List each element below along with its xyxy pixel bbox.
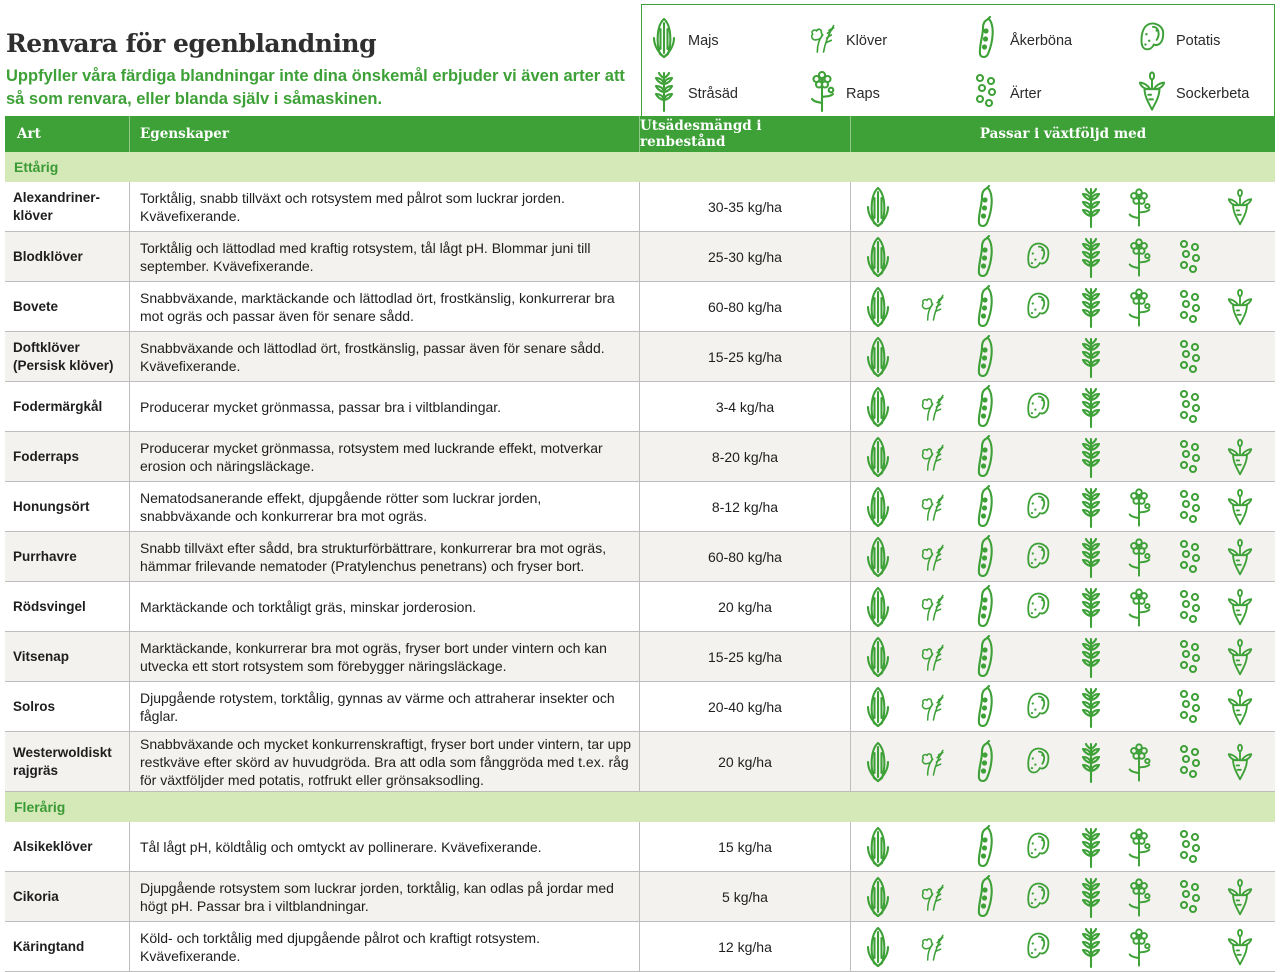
- potato-icon: [1138, 16, 1166, 65]
- potato-icon: [1025, 875, 1051, 919]
- legend-label: Klöver: [846, 32, 888, 49]
- peas-icon: [972, 69, 1000, 118]
- cell-egenskaper: Producerar mycket grönmassa, passar bra i viltblandingar.: [130, 382, 640, 431]
- cell-art: Honungsört: [5, 482, 130, 531]
- cell-art: Purrhavre: [5, 532, 130, 581]
- cell-egenskaper: Tål lågt pH, köldtålig och omtyckt av pollinerare. Kvävefixerande.: [130, 822, 640, 871]
- rapeseed-flower-icon: [808, 69, 836, 118]
- table-row: [5, 682, 1275, 732]
- grain-icon: [1078, 825, 1104, 869]
- sugar-beet-icon: [1227, 740, 1253, 784]
- clover-icon: [919, 535, 945, 579]
- cell-passar: [851, 922, 1275, 971]
- peas-icon: [1177, 875, 1203, 919]
- cell-passar: [851, 872, 1275, 921]
- grain-icon: [1078, 925, 1104, 969]
- grain-icon: [1078, 875, 1104, 919]
- grain-icon: [1078, 335, 1104, 379]
- cell-egenskaper: Marktäckande, konkurrerar bra mot ogräs, fryser bort under vintern och kan utvecka ett stort rotsystem som förebygger näringsläckage.: [130, 632, 640, 681]
- grain-icon: [650, 69, 678, 118]
- clover-icon: [919, 740, 945, 784]
- seed-table: [5, 116, 1275, 972]
- table-row: [5, 732, 1275, 792]
- bean-pod-icon: [972, 435, 998, 479]
- corn-icon: [865, 385, 891, 429]
- corn-icon: [865, 740, 891, 784]
- cell-passar: [851, 282, 1275, 331]
- clover-icon: [808, 16, 836, 65]
- clover-icon: [919, 485, 945, 529]
- potato-icon: [1025, 485, 1051, 529]
- peas-icon: [1177, 740, 1203, 784]
- bean-pod-icon: [972, 825, 998, 869]
- cell-egenskaper: Djupgående rotsystem som luckrar jorden, torktålig, kan odlas på jordar med högt pH. Passar bra i viltblandningar.: [130, 872, 640, 921]
- peas-icon: [1177, 285, 1203, 329]
- grain-icon: [1078, 285, 1104, 329]
- table-row: [5, 432, 1275, 482]
- rapeseed-flower-icon: [1126, 535, 1152, 579]
- rapeseed-flower-icon: [1126, 285, 1152, 329]
- cell-utsade: 15 kg/ha: [640, 822, 851, 871]
- legend-item-potatis: [1138, 16, 1220, 65]
- grain-icon: [1078, 740, 1104, 784]
- cell-egenskaper: Snabb tillväxt efter sådd, bra strukturförbättrare, konkurrerar bra mot ogräs, hämmar frilevande nematoder (Pratylenchus penetrans) och fryser bort.: [130, 532, 640, 581]
- table-row: [5, 482, 1275, 532]
- grain-icon: [1078, 485, 1104, 529]
- table-row: [5, 382, 1275, 432]
- clover-icon: [919, 285, 945, 329]
- cell-art: Bovete: [5, 282, 130, 331]
- table-row: [5, 232, 1275, 282]
- cell-egenskaper: Producerar mycket grönmassa, rotsystem med luckrande effekt, motverkar erosion och näringsläckage.: [130, 432, 640, 481]
- cell-passar: [851, 632, 1275, 681]
- rapeseed-flower-icon: [1126, 925, 1152, 969]
- potato-icon: [1025, 235, 1051, 279]
- peas-icon: [1177, 685, 1203, 729]
- cell-utsade: 20-40 kg/ha: [640, 682, 851, 731]
- legend-item-arter: [972, 69, 1041, 118]
- grain-icon: [1078, 235, 1104, 279]
- cell-utsade: 15-25 kg/ha: [640, 332, 851, 381]
- clover-icon: [919, 685, 945, 729]
- cell-egenskaper: Snabbväxande och mycket konkurrenskraftigt, fryser bort under vintern, tar upp restkväve efter skörd av huvudgröda. Bra att odla som fånggröda med t.ex. råg för växtföljder med potatis, rotfrukt eller grönsaksodling.: [130, 732, 640, 791]
- potato-icon: [1025, 925, 1051, 969]
- potato-icon: [1025, 385, 1051, 429]
- peas-icon: [1177, 385, 1203, 429]
- cell-art: Blodklöver: [5, 232, 130, 281]
- rapeseed-flower-icon: [1126, 825, 1152, 869]
- sugar-beet-icon: [1227, 285, 1253, 329]
- potato-icon: [1025, 585, 1051, 629]
- bean-pod-icon: [972, 875, 998, 919]
- cell-utsade: 20 kg/ha: [640, 732, 851, 791]
- legend-label: Raps: [846, 85, 880, 102]
- sugar-beet-icon: [1227, 685, 1253, 729]
- bean-pod-icon: [972, 685, 998, 729]
- rapeseed-flower-icon: [1126, 585, 1152, 629]
- cell-art: Käringtand: [5, 922, 130, 971]
- corn-icon: [865, 535, 891, 579]
- cell-utsade: 12 kg/ha: [640, 922, 851, 971]
- bean-pod-icon: [972, 485, 998, 529]
- table-row: [5, 282, 1275, 332]
- cell-art: Foderraps: [5, 432, 130, 481]
- corn-icon: [865, 485, 891, 529]
- legend-item-majs: [650, 16, 719, 65]
- peas-icon: [1177, 535, 1203, 579]
- cell-utsade: 20 kg/ha: [640, 582, 851, 631]
- corn-icon: [865, 685, 891, 729]
- cell-utsade: 5 kg/ha: [640, 872, 851, 921]
- table-row: [5, 822, 1275, 872]
- corn-icon: [865, 825, 891, 869]
- legend-item-strasad: [650, 69, 738, 118]
- cell-art: Vitsenap: [5, 632, 130, 681]
- table-row: [5, 872, 1275, 922]
- cell-art: Westerwoldiskt rajgräs: [5, 732, 130, 791]
- corn-icon: [865, 875, 891, 919]
- table-body: [5, 152, 1275, 972]
- rapeseed-flower-icon: [1126, 740, 1152, 784]
- clover-icon: [919, 635, 945, 679]
- cell-art: Fodermärgkål: [5, 382, 130, 431]
- bean-pod-icon: [972, 185, 998, 229]
- table-row: [5, 332, 1275, 382]
- bean-pod-icon: [972, 335, 998, 379]
- header-passar: Passar i växtföljd med: [979, 126, 1147, 142]
- peas-icon: [1177, 485, 1203, 529]
- peas-icon: [1177, 235, 1203, 279]
- header-egenskaper: Egenskaper: [130, 116, 640, 152]
- legend-item-akerbona: [972, 16, 1072, 65]
- sugar-beet-icon: [1227, 485, 1253, 529]
- cell-utsade: 25-30 kg/ha: [640, 232, 851, 281]
- bean-pod-icon: [972, 285, 998, 329]
- cell-passar: [851, 822, 1275, 871]
- clover-icon: [919, 385, 945, 429]
- potato-icon: [1025, 685, 1051, 729]
- bean-pod-icon: [972, 635, 998, 679]
- legend-item-sockerbeta: [1138, 69, 1249, 118]
- crop-legend: [641, 4, 1275, 116]
- grain-icon: [1078, 585, 1104, 629]
- cell-utsade: 3-4 kg/ha: [640, 382, 851, 431]
- cell-art: Solros: [5, 682, 130, 731]
- legend-label: Åkerböna: [1010, 32, 1073, 49]
- bean-pod-icon: [972, 16, 1000, 65]
- peas-icon: [1177, 635, 1203, 679]
- cell-utsade: 60-80 kg/ha: [640, 282, 851, 331]
- cell-utsade: 8-20 kg/ha: [640, 432, 851, 481]
- potato-icon: [1025, 740, 1051, 784]
- corn-icon: [865, 235, 891, 279]
- cell-art: Alexandriner-klöver: [5, 182, 130, 231]
- clover-icon: [919, 435, 945, 479]
- grain-icon: [1078, 685, 1104, 729]
- cell-passar: [851, 432, 1275, 481]
- potato-icon: [1025, 285, 1051, 329]
- peas-icon: [1177, 585, 1203, 629]
- bean-pod-icon: [972, 385, 998, 429]
- cell-egenskaper: Torktålig och lättodlad med kraftig rotsystem, tål lågt pH. Blommar juni till september. Kvävefixerande.: [130, 232, 640, 281]
- sugar-beet-icon: [1227, 635, 1253, 679]
- grain-icon: [1078, 635, 1104, 679]
- legend-item-raps: [808, 69, 880, 118]
- table-header: [5, 116, 1275, 152]
- bean-pod-icon: [972, 740, 998, 784]
- table-row: [5, 632, 1275, 682]
- cell-passar: [851, 532, 1275, 581]
- table-row: [5, 922, 1275, 972]
- bean-pod-icon: [972, 585, 998, 629]
- cell-egenskaper: Snabbväxande, marktäckande och lättodlad ört, frostkänslig, konkurrerar bra mot ogräs och passar även för senare sådd.: [130, 282, 640, 331]
- sugar-beet-icon: [1227, 185, 1253, 229]
- sugar-beet-icon: [1138, 69, 1166, 118]
- legend-label: Stråsäd: [688, 85, 738, 102]
- legend-label: Sockerbeta: [1176, 85, 1250, 102]
- page-subtitle: Uppfyller våra färdiga blandningar inte dina önskemål erbjuder vi även arter att så som renvara, eller blanda själv i såmaskinen.: [6, 67, 625, 108]
- grain-icon: [1078, 435, 1104, 479]
- potato-icon: [1025, 825, 1051, 869]
- table-row: [5, 182, 1275, 232]
- sugar-beet-icon: [1227, 435, 1253, 479]
- sugar-beet-icon: [1227, 535, 1253, 579]
- cell-passar: [851, 332, 1275, 381]
- cell-egenskaper: Köld- och torktålig med djupgående pålrot och kraftigt rotsystem. Kvävefixerande.: [130, 922, 640, 971]
- header-utsade: Utsädesmängd i renbestånd: [640, 116, 851, 152]
- clover-icon: [919, 925, 945, 969]
- bean-pod-icon: [972, 235, 998, 279]
- cell-passar: [851, 182, 1275, 231]
- cell-art: Rödsvingel: [5, 582, 130, 631]
- rapeseed-flower-icon: [1126, 185, 1152, 229]
- sugar-beet-icon: [1227, 875, 1253, 919]
- clover-icon: [919, 875, 945, 919]
- cell-passar: [851, 482, 1275, 531]
- grain-icon: [1078, 385, 1104, 429]
- cell-egenskaper: Djupgående rotystem, torktålig, gynnas av värme och attraherar insekter och fåglar.: [130, 682, 640, 731]
- corn-icon: [865, 335, 891, 379]
- legend-label: Ärter: [1010, 85, 1042, 102]
- cell-art: Cikoria: [5, 872, 130, 921]
- section-header: Flerårig: [5, 792, 1275, 822]
- table-row: [5, 532, 1275, 582]
- cell-utsade: 60-80 kg/ha: [640, 532, 851, 581]
- cell-art: Alsikeklöver: [5, 822, 130, 871]
- cell-passar: [851, 682, 1275, 731]
- legend-item-klover: [808, 16, 887, 65]
- cell-passar: [851, 232, 1275, 281]
- cell-utsade: 30-35 kg/ha: [640, 182, 851, 231]
- corn-icon: [650, 16, 678, 65]
- cell-art: Doftklöver (Persisk klöver): [5, 332, 130, 381]
- cell-egenskaper: Marktäckande och torktåligt gräs, minskar jorderosion.: [130, 582, 640, 631]
- cell-passar: [851, 732, 1275, 791]
- peas-icon: [1177, 825, 1203, 869]
- page-title: Renvara för egenblandning: [6, 29, 377, 58]
- corn-icon: [865, 285, 891, 329]
- cell-utsade: 15-25 kg/ha: [640, 632, 851, 681]
- peas-icon: [1177, 435, 1203, 479]
- corn-icon: [865, 585, 891, 629]
- cell-passar: [851, 382, 1275, 431]
- corn-icon: [865, 185, 891, 229]
- sugar-beet-icon: [1227, 925, 1253, 969]
- corn-icon: [865, 435, 891, 479]
- header-art: Art: [5, 116, 130, 152]
- cell-egenskaper: Snabbväxande och lättodlad ört, frostkänslig, passar även för senare sådd. Kvävefixerande.: [130, 332, 640, 381]
- corn-icon: [865, 925, 891, 969]
- section-header: Ettårig: [5, 152, 1275, 182]
- legend-label: Majs: [688, 32, 719, 49]
- rapeseed-flower-icon: [1126, 235, 1152, 279]
- cell-egenskaper: Nematodsanerande effekt, djupgående rötter som luckrar jorden, snabbväxande och konkurrerar bra mot ogräs.: [130, 482, 640, 531]
- cell-passar: [851, 582, 1275, 631]
- corn-icon: [865, 635, 891, 679]
- legend-label: Potatis: [1176, 32, 1221, 49]
- sugar-beet-icon: [1227, 585, 1253, 629]
- bean-pod-icon: [972, 535, 998, 579]
- grain-icon: [1078, 185, 1104, 229]
- cell-egenskaper: Torktålig, snabb tillväxt och rotsystem med pålrot som luckrar jorden. Kvävefixerande.: [130, 182, 640, 231]
- potato-icon: [1025, 535, 1051, 579]
- clover-icon: [919, 585, 945, 629]
- peas-icon: [1177, 335, 1203, 379]
- cell-utsade: 8-12 kg/ha: [640, 482, 851, 531]
- table-row: [5, 582, 1275, 632]
- rapeseed-flower-icon: [1126, 875, 1152, 919]
- grain-icon: [1078, 535, 1104, 579]
- rapeseed-flower-icon: [1126, 485, 1152, 529]
